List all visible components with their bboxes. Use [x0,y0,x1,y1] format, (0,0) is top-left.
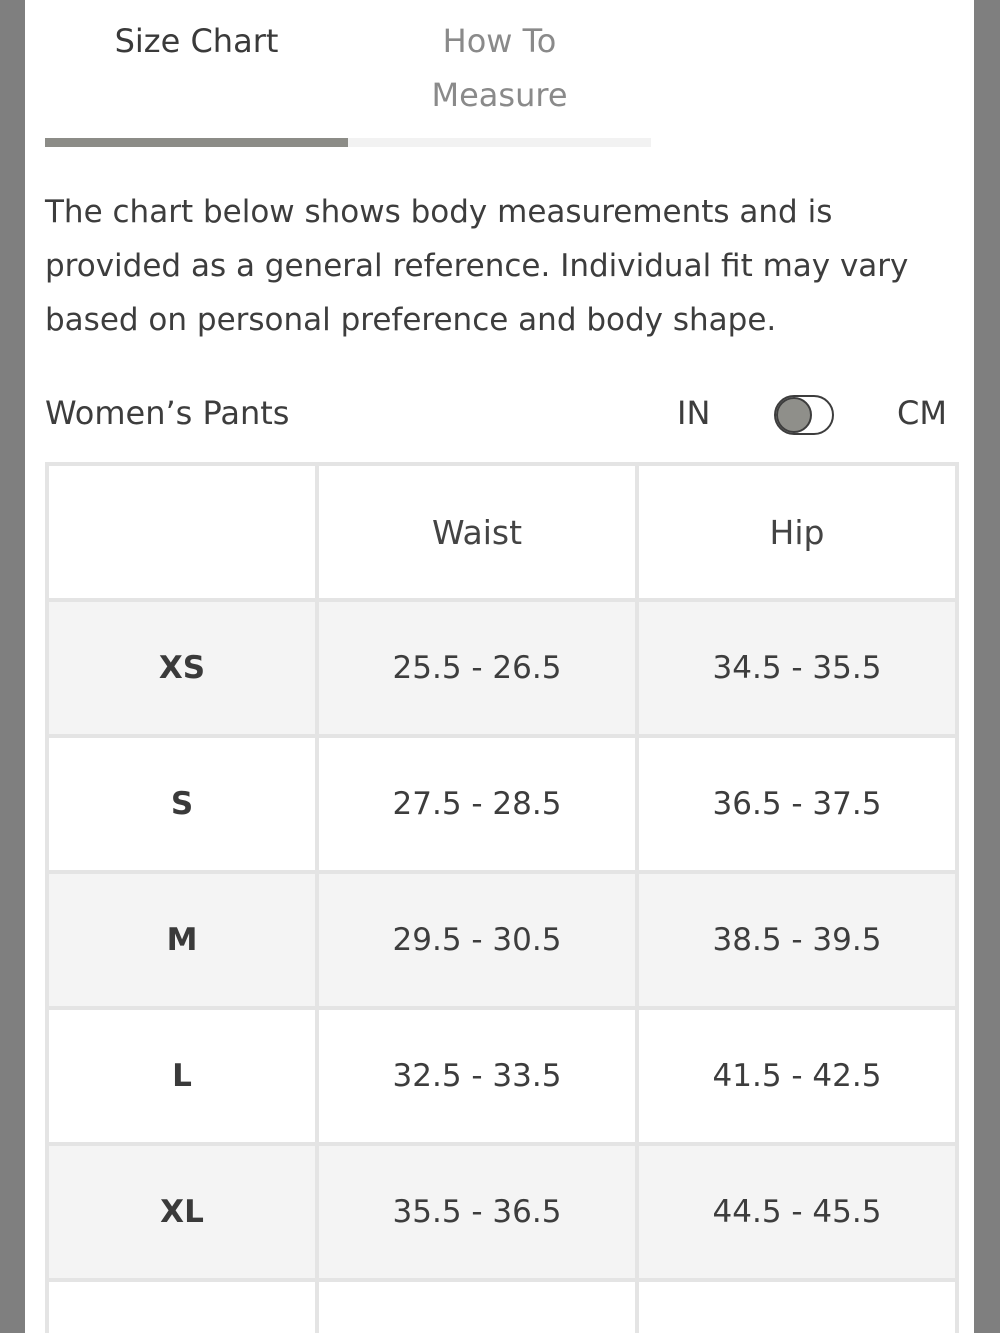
table-row [47,600,957,736]
toggle-knob [776,397,812,433]
tab-how-to-measure-label-line2: Measure [431,76,568,114]
unit-label-cm[interactable]: CM [897,394,947,432]
table-row [47,1280,957,1333]
size-cell: XS [47,600,317,736]
tab-track [45,138,651,147]
tab-how-to-measure[interactable] [348,14,651,122]
hip-cell: 36.5 - 37.5 [637,736,957,872]
hip-cell: 44.5 - 45.5 [637,1144,957,1280]
unit-toggle[interactable] [774,395,834,435]
section-title: Women’s Pants [45,394,290,432]
size-cell [47,1280,317,1333]
hip-cell: 38.5 - 39.5 [637,872,957,1008]
size-cell: XL [47,1144,317,1280]
table-row [47,1144,957,1280]
size-cell: S [47,736,317,872]
hip-cell: 34.5 - 35.5 [637,600,957,736]
waist-cell: 27.5 - 28.5 [317,736,637,872]
size-chart-panel [25,0,974,1333]
waist-cell: 35.5 - 36.5 [317,1144,637,1280]
size-cell: L [47,1008,317,1144]
size-table [45,462,959,1333]
size-table-container [45,462,955,1333]
tab-size-chart-label: Size Chart [114,22,279,60]
table-row [47,1008,957,1144]
hip-cell: 41.5 - 42.5 [637,1008,957,1144]
tab-how-to-measure-label-line1: How To [442,22,557,60]
tab-bar [45,0,651,150]
table-header-row [47,464,957,600]
header-hip: Hip [637,464,957,600]
hip-cell [637,1280,957,1333]
waist-cell: 25.5 - 26.5 [317,600,637,736]
table-row [47,872,957,1008]
size-cell: M [47,872,317,1008]
waist-cell [317,1280,637,1333]
intro-text: The chart below shows body measurements and is provided as a general reference. Individual fit may vary based on personal preference and body shape. [45,194,909,338]
table-row [47,736,957,872]
unit-label-in[interactable]: IN [677,394,711,432]
active-tab-indicator [45,138,348,147]
waist-cell: 29.5 - 30.5 [317,872,637,1008]
waist-cell: 32.5 - 33.5 [317,1008,637,1144]
tab-size-chart[interactable] [45,14,348,68]
header-size [47,464,317,600]
header-waist: Waist [317,464,637,600]
